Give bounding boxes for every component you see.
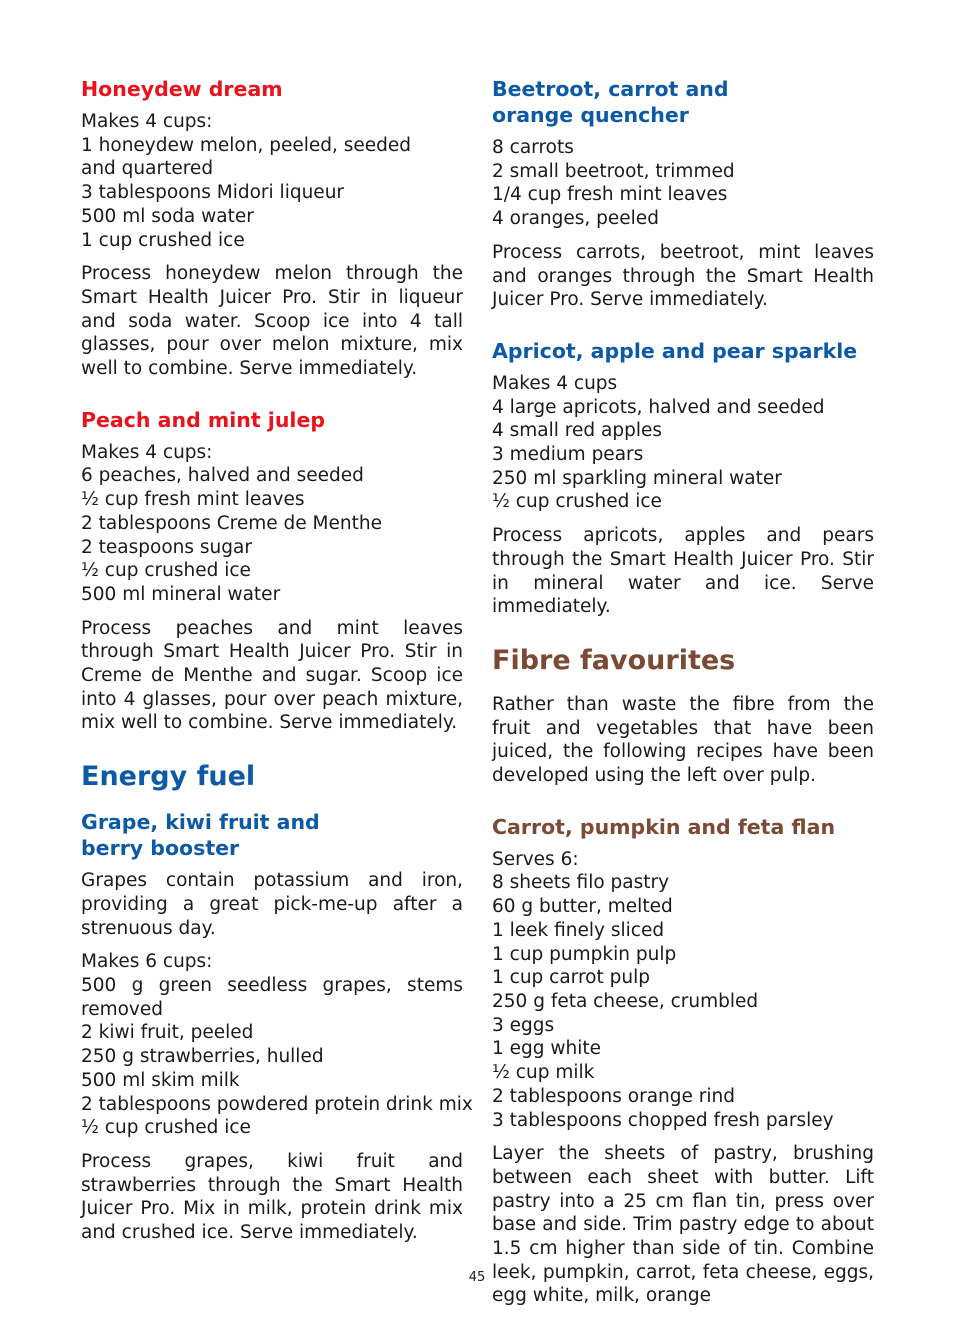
ingredient-line: 2 tablespoons powdered protein drink mix: [81, 1093, 473, 1115]
recipe-title: Apricot, apple and pear sparkle: [492, 338, 858, 363]
ingredient-line: 1/4 cup fresh mint leaves: [492, 184, 728, 206]
ingredient-line: 2 tablespoons Creme de Menthe: [81, 512, 382, 534]
ingredient-line: 250 g feta cheese, crumbled: [492, 990, 759, 1012]
ingredient-line: 250 ml sparkling mineral water: [492, 467, 782, 489]
right-column: [492, 76, 874, 1308]
ingredient-line: ½ cup fresh mint leaves: [81, 489, 305, 511]
ingredient-line: 3 tablespoons chopped fresh parsley: [492, 1109, 834, 1131]
ingredient-line: 500 g green seedless grapes, stems: [81, 974, 463, 996]
ingredient-line: and quartered: [81, 158, 214, 180]
recipe-apricot-apple-pear: [492, 338, 874, 619]
section-intro: Rather than waste the fibre from the fruit and vegetables that have been juiced, the following recipes have been developed using the left over pulp.: [492, 693, 874, 787]
method-text: Process honeydew melon through the Smart Health Juicer Pro. Stir in liqueur and soda water. Scoop ice into 4 tall glasses, pour over melon mixture, mix well to combine. Serve immediately.: [81, 263, 463, 380]
ingredient-line: 500 ml mineral water: [81, 583, 281, 605]
ingredient-line: 8 sheets filo pastry: [492, 872, 670, 894]
recipe-beetroot-carrot-orange: [492, 76, 874, 312]
ingredient-line: 4 oranges, peeled: [492, 208, 659, 230]
recipe-grape-kiwi-berry: [81, 809, 473, 1245]
ingredient-line: 3 medium pears: [492, 444, 644, 466]
ingredient-list: [81, 950, 473, 1140]
ingredient-list: [492, 136, 874, 231]
ingredient-line: 1 cup crushed ice: [81, 229, 245, 251]
ingredient-line: ½ cup crushed ice: [81, 560, 251, 582]
ingredient-line: 4 large apricots, halved and seeded: [492, 396, 825, 418]
method-text: Process apricots, apples and pears through the Smart Health Juicer Pro. Stir in mineral water and ice. Serve immediately.: [492, 525, 874, 618]
recipe-title: [492, 76, 874, 128]
recipe-title-line: orange quencher: [492, 103, 689, 127]
ingredient-line: ½ cup crushed ice: [492, 491, 662, 513]
ingredient-line: 1 cup carrot pulp: [492, 967, 650, 989]
recipe-title: Carrot, pumpkin and feta flan: [492, 814, 836, 839]
section-title-fibre-favourites: Fibre favourites: [492, 644, 736, 676]
method-text: Process peaches and mint leaves through Smart Health Juicer Pro. Stir in Creme de Menthe and sugar. Scoop ice into 4 glasses, pour over peach mixture, mix well to combine. Serve immediately.: [81, 617, 463, 734]
ingredient-line: 60 g butter, melted: [492, 896, 673, 918]
ingredient-list: [81, 441, 463, 607]
ingredient-list: [492, 372, 874, 514]
recipe-title-line: Grape, kiwi fruit and: [81, 810, 320, 835]
recipe-title-line: berry booster: [81, 836, 240, 861]
recipe-honeydew-dream: [81, 76, 463, 381]
ingredient-line: 1 leek finely sliced: [492, 919, 665, 941]
ingredient-list: [492, 848, 874, 1132]
ingredient-line: 2 small beetroot, trimmed: [492, 160, 735, 182]
ingredient-line: 2 teaspoons sugar: [81, 536, 252, 558]
method-text: Process grapes, kiwi fruit and strawberries through the Smart Health Juicer Pro. Mix in milk, protein drink mix and crushed ice. Serve immediately.: [81, 1150, 463, 1244]
ingredient-line: 6 peaches, halved and seeded: [81, 465, 364, 487]
ingredient-line: 4 small red apples: [492, 420, 662, 442]
recipe-carrot-pumpkin-feta-flan: [492, 814, 874, 1308]
ingredient-line: 1 honeydew melon, peeled, seeded: [81, 134, 412, 156]
ingredient-line: 2 tablespoons orange rind: [492, 1085, 735, 1107]
ingredient-line: Makes 4 cups: [492, 372, 618, 394]
ingredient-line: Makes 6 cups:: [81, 951, 213, 973]
method-text: Layer the sheets of pastry, brushing between each sheet with butter. Lift pastry into a 25 cm flan tin, press over base and side. Trim pastry edge to about 1.5 cm higher than side of tin. Combine leek, pumpkin, carrot, feta cheese, eggs, egg white, milk, orange: [492, 1143, 874, 1307]
left-column: [81, 76, 473, 1245]
recipe-peach-mint-julep: [81, 407, 463, 735]
ingredient-line: 1 cup pumpkin pulp: [492, 943, 677, 965]
section-title-energy-fuel: Energy fuel: [81, 761, 256, 793]
ingredient-line: removed: [81, 998, 163, 1020]
page-number: 45: [468, 1270, 486, 1285]
recipe-title: [81, 809, 463, 861]
ingredient-line: 500 ml skim milk: [81, 1069, 240, 1091]
ingredient-line: Serves 6:: [492, 848, 579, 870]
ingredient-line: 500 ml soda water: [81, 205, 254, 227]
recipe-title-line: Beetroot, carrot and: [492, 77, 729, 101]
ingredient-line: 2 kiwi fruit, peeled: [81, 1022, 254, 1044]
ingredient-line: Makes 4 cups:: [81, 441, 213, 463]
recipe-intro: Grapes contain potassium and iron, providing a great pick-me-up after a strenuous day.: [81, 870, 463, 939]
ingredient-line: 8 carrots: [492, 137, 574, 158]
recipe-title: Peach and mint julep: [81, 407, 326, 432]
ingredient-line: Makes 4 cups:: [81, 111, 213, 132]
method-text: Process carrots, beetroot, mint leaves and oranges through the Smart Health Juicer Pro. Serve immediately.: [492, 241, 874, 311]
ingredient-line: 3 eggs: [492, 1014, 555, 1036]
ingredient-line: ½ cup milk: [492, 1062, 595, 1084]
ingredient-line: ½ cup crushed ice: [81, 1117, 251, 1139]
ingredient-line: 1 egg white: [492, 1038, 602, 1060]
ingredient-line: 3 tablespoons Midori liqueur: [81, 182, 345, 204]
ingredient-list: [81, 110, 463, 252]
recipe-title: Honeydew dream: [81, 77, 283, 101]
ingredient-line: 250 g strawberries, hulled: [81, 1046, 324, 1068]
